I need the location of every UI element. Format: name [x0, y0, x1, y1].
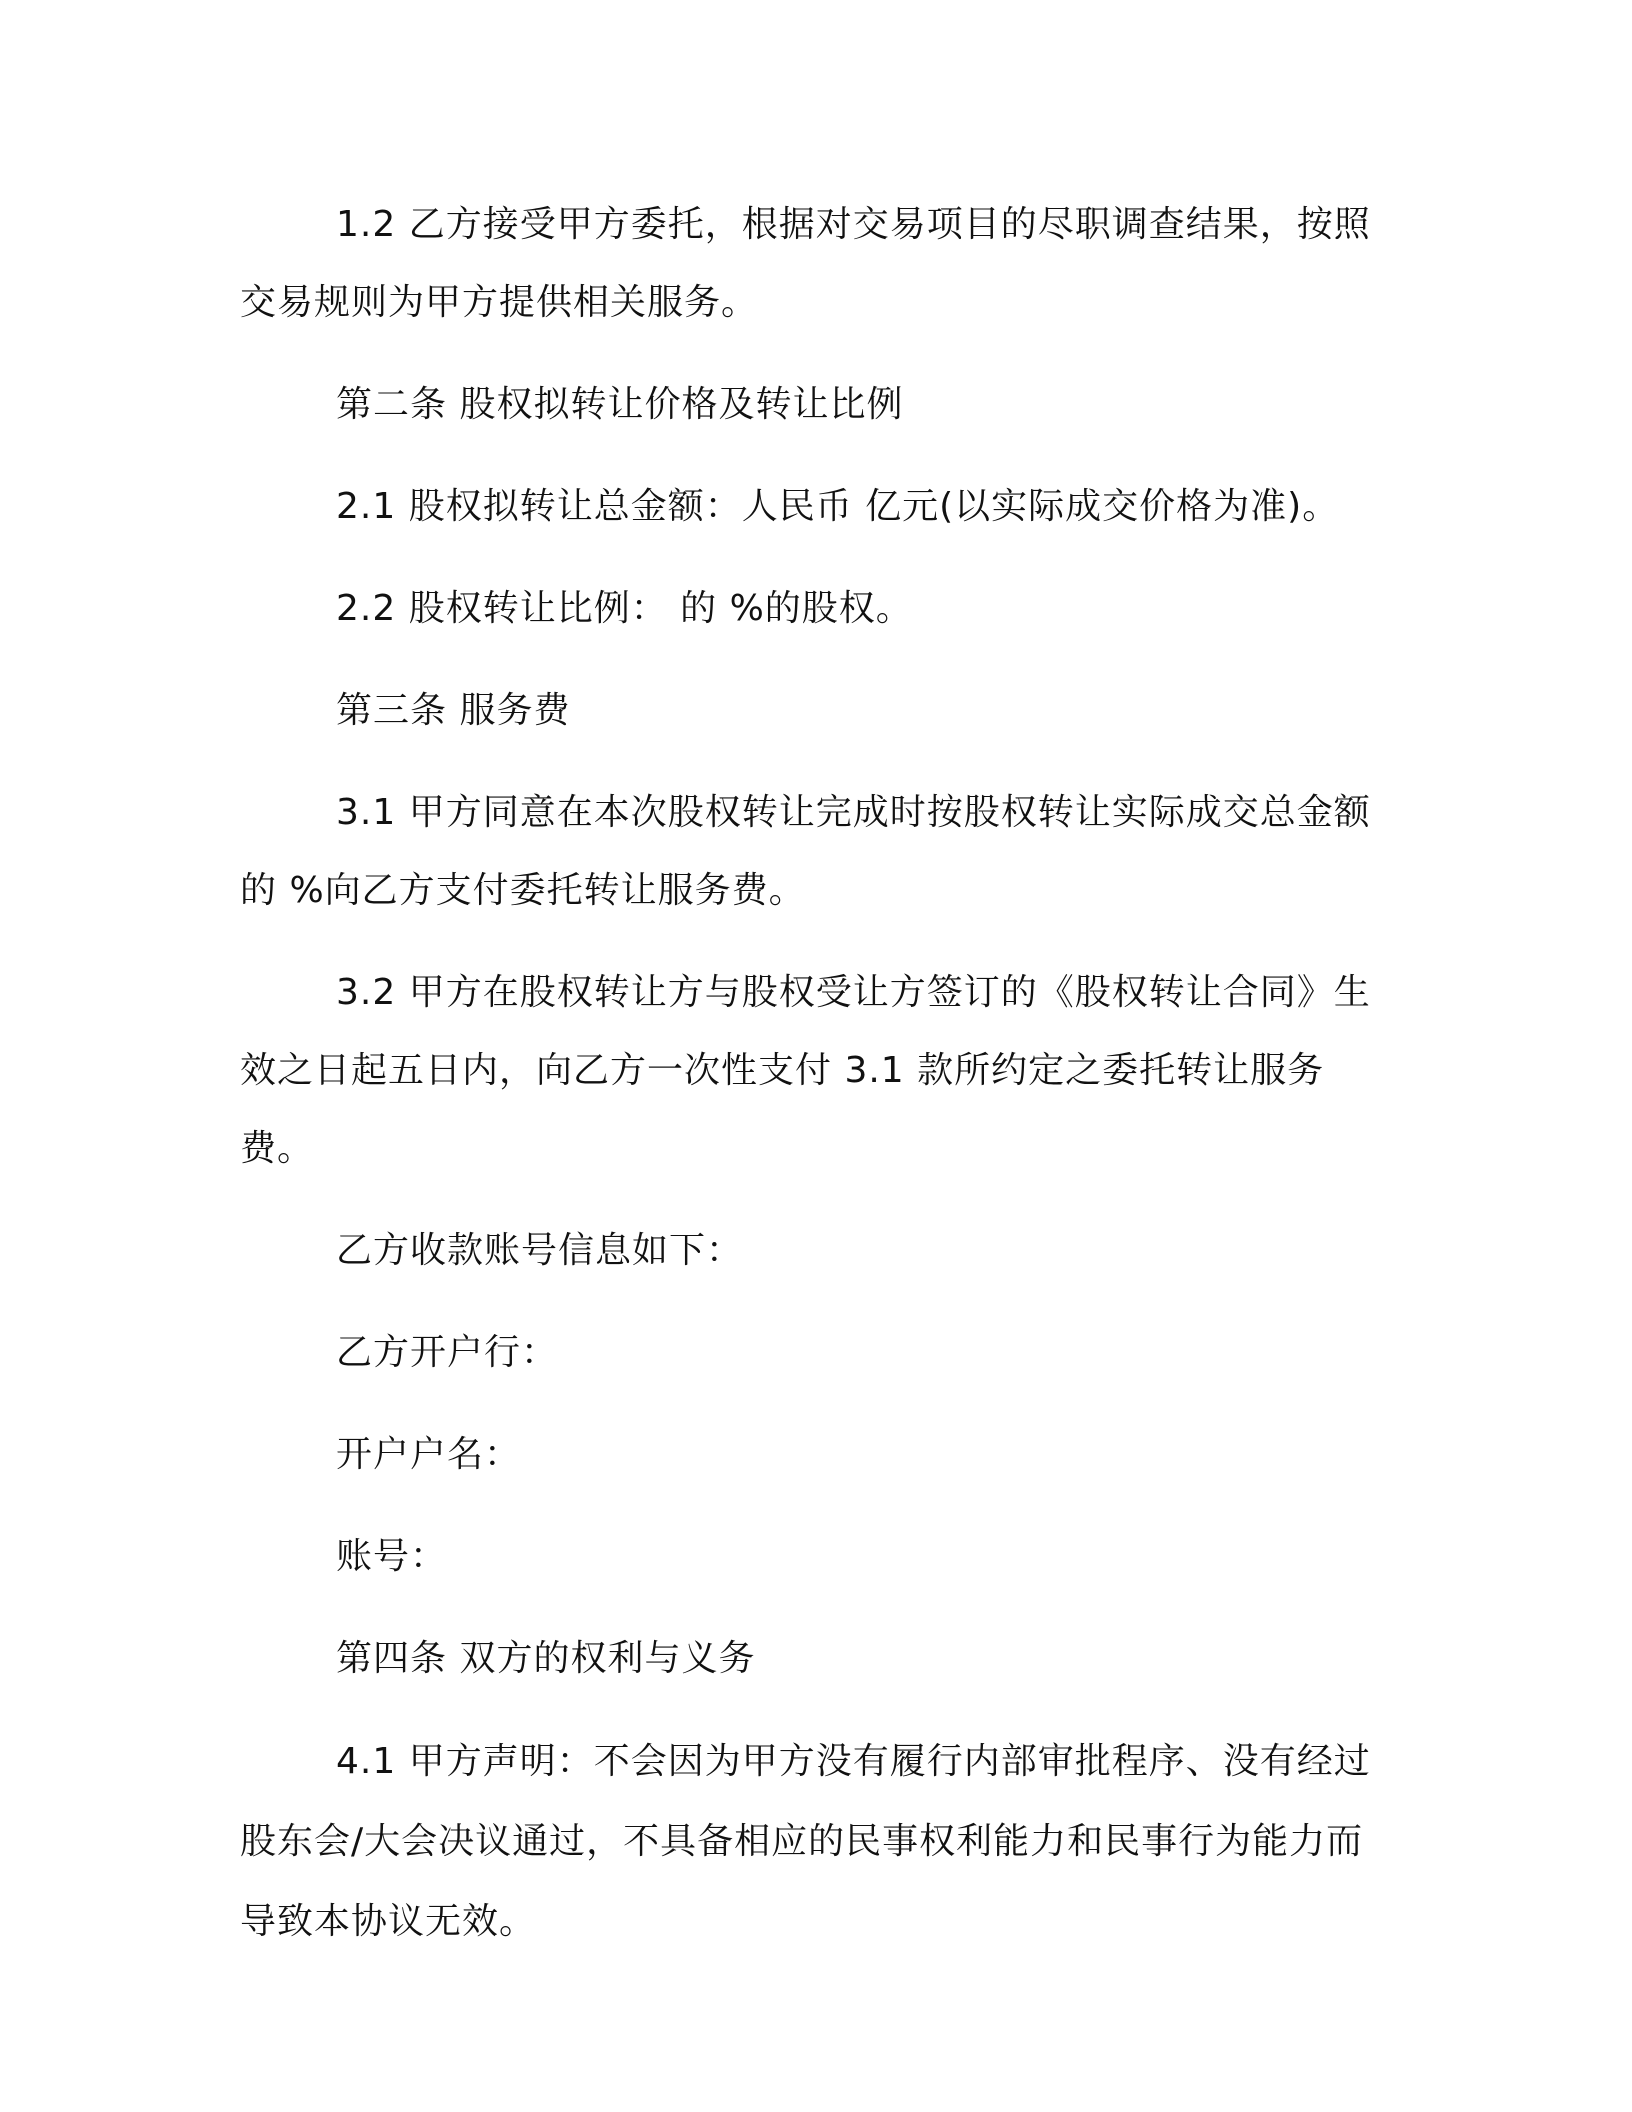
clause-2-1: 2.1 股权拟转让总金额：人民币 亿元(以实际成交价格为准)。 — [336, 486, 1340, 527]
account-name-field-label: 开户户名： — [336, 1434, 522, 1475]
account-number-field-label: 账号： — [336, 1536, 448, 1577]
clause-2-2: 2.2 股权转让比例： 的 %的股权。 — [336, 588, 913, 629]
document-body — [240, 186, 1380, 1962]
clause-3-2: 3.2 甲方在股权转让方与股权受让方签订的《股权转让合同》生效之日起五日内，向乙方一次性支付 3.1 款所约定之委托转让服务费。 — [240, 972, 1371, 1169]
article-2-heading: 第二条 股权拟转让价格及转让比例 — [336, 384, 904, 425]
clause-3-1: 3.1 甲方同意在本次股权转让完成时按股权转让实际成交总金额的 %向乙方支付委托转让服务费。 — [240, 792, 1371, 911]
article-4-heading: 第四条 双方的权利与义务 — [336, 1638, 756, 1679]
clause-1-2: 1.2 乙方接受甲方委托，根据对交易项目的尽职调查结果，按照交易规则为甲方提供相关服务。 — [240, 204, 1371, 323]
bank-field-label: 乙方开户行： — [336, 1332, 559, 1373]
account-info-intro: 乙方收款账号信息如下： — [336, 1230, 744, 1271]
clause-4-1: 4.1 甲方声明：不会因为甲方没有履行内部审批程序、没有经过股东会/大会决议通过，不具备相应的民事权利能力和民事行为能力而导致本协议无效。 — [240, 1741, 1371, 1942]
article-3-heading: 第三条 服务费 — [336, 690, 571, 731]
